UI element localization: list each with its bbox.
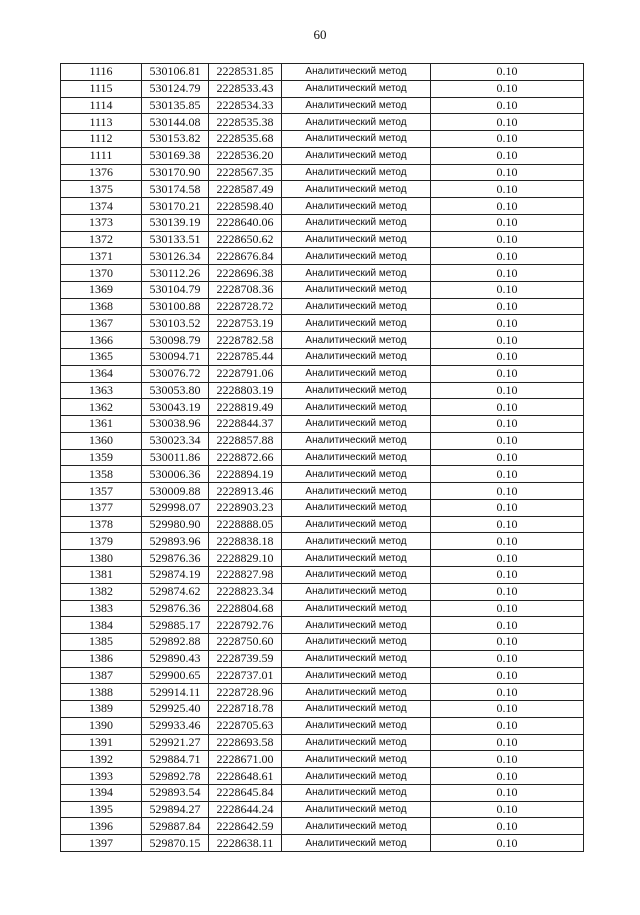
- x-coordinate-cell: 529998.07: [142, 499, 209, 516]
- method-cell: Аналитический метод: [282, 499, 431, 516]
- accuracy-cell: 0.10: [431, 533, 584, 550]
- point-number-cell: 1377: [61, 499, 142, 516]
- accuracy-cell: 0.10: [431, 382, 584, 399]
- method-cell: Аналитический метод: [282, 131, 431, 148]
- y-coordinate-cell: 2228534.33: [209, 97, 282, 114]
- accuracy-cell: 0.10: [431, 298, 584, 315]
- table-row: [61, 734, 584, 751]
- table-row: [61, 248, 584, 265]
- table-row: [61, 801, 584, 818]
- x-coordinate-cell: 530104.79: [142, 281, 209, 298]
- method-cell: Аналитический метод: [282, 835, 431, 852]
- point-number-cell: 1111: [61, 147, 142, 164]
- accuracy-cell: 0.10: [431, 349, 584, 366]
- x-coordinate-cell: 530153.82: [142, 131, 209, 148]
- point-number-cell: 1393: [61, 768, 142, 785]
- y-coordinate-cell: 2228696.38: [209, 265, 282, 282]
- table-row: [61, 583, 584, 600]
- method-cell: Аналитический метод: [282, 550, 431, 567]
- y-coordinate-cell: 2228829.10: [209, 550, 282, 567]
- accuracy-cell: 0.10: [431, 147, 584, 164]
- coordinates-table: [60, 63, 584, 852]
- method-cell: Аналитический метод: [282, 483, 431, 500]
- method-cell: Аналитический метод: [282, 701, 431, 718]
- accuracy-cell: 0.10: [431, 416, 584, 433]
- table-row: [61, 64, 584, 81]
- accuracy-cell: 0.10: [431, 667, 584, 684]
- x-coordinate-cell: 530106.81: [142, 64, 209, 81]
- method-cell: Аналитический метод: [282, 634, 431, 651]
- accuracy-cell: 0.10: [431, 499, 584, 516]
- table-row: [61, 164, 584, 181]
- accuracy-cell: 0.10: [431, 80, 584, 97]
- y-coordinate-cell: 2228872.66: [209, 449, 282, 466]
- point-number-cell: 1368: [61, 298, 142, 315]
- y-coordinate-cell: 2228803.19: [209, 382, 282, 399]
- method-cell: Аналитический метод: [282, 382, 431, 399]
- x-coordinate-cell: 530006.36: [142, 466, 209, 483]
- method-cell: Аналитический метод: [282, 181, 431, 198]
- point-number-cell: 1382: [61, 583, 142, 600]
- point-number-cell: 1363: [61, 382, 142, 399]
- y-coordinate-cell: 2228567.35: [209, 164, 282, 181]
- y-coordinate-cell: 2228888.05: [209, 516, 282, 533]
- method-cell: Аналитический метод: [282, 516, 431, 533]
- accuracy-cell: 0.10: [431, 449, 584, 466]
- accuracy-cell: 0.10: [431, 768, 584, 785]
- method-cell: Аналитический метод: [282, 818, 431, 835]
- method-cell: Аналитический метод: [282, 114, 431, 131]
- accuracy-cell: 0.10: [431, 432, 584, 449]
- method-cell: Аналитический метод: [282, 231, 431, 248]
- accuracy-cell: 0.10: [431, 281, 584, 298]
- point-number-cell: 1378: [61, 516, 142, 533]
- y-coordinate-cell: 2228587.49: [209, 181, 282, 198]
- method-cell: Аналитический метод: [282, 768, 431, 785]
- accuracy-cell: 0.10: [431, 365, 584, 382]
- x-coordinate-cell: 529925.40: [142, 701, 209, 718]
- point-number-cell: 1389: [61, 701, 142, 718]
- method-cell: Аналитический метод: [282, 64, 431, 81]
- method-cell: Аналитический метод: [282, 80, 431, 97]
- y-coordinate-cell: 2228676.84: [209, 248, 282, 265]
- table-row: [61, 298, 584, 315]
- point-number-cell: 1362: [61, 399, 142, 416]
- point-number-cell: 1115: [61, 80, 142, 97]
- x-coordinate-cell: 529921.27: [142, 734, 209, 751]
- x-coordinate-cell: 529887.84: [142, 818, 209, 835]
- x-coordinate-cell: 529876.36: [142, 550, 209, 567]
- y-coordinate-cell: 2228750.60: [209, 634, 282, 651]
- method-cell: Аналитический метод: [282, 265, 431, 282]
- point-number-cell: 1386: [61, 650, 142, 667]
- y-coordinate-cell: 2228638.11: [209, 835, 282, 852]
- table-row: [61, 382, 584, 399]
- method-cell: Аналитический метод: [282, 198, 431, 215]
- table-row: [61, 214, 584, 231]
- y-coordinate-cell: 2228739.59: [209, 650, 282, 667]
- table-row: [61, 416, 584, 433]
- method-cell: Аналитический метод: [282, 416, 431, 433]
- point-number-cell: 1397: [61, 835, 142, 852]
- y-coordinate-cell: 2228791.06: [209, 365, 282, 382]
- method-cell: Аналитический метод: [282, 332, 431, 349]
- y-coordinate-cell: 2228531.85: [209, 64, 282, 81]
- x-coordinate-cell: 530112.26: [142, 265, 209, 282]
- y-coordinate-cell: 2228838.18: [209, 533, 282, 550]
- y-coordinate-cell: 2228671.00: [209, 751, 282, 768]
- method-cell: Аналитический метод: [282, 617, 431, 634]
- x-coordinate-cell: 529874.62: [142, 583, 209, 600]
- method-cell: Аналитический метод: [282, 734, 431, 751]
- x-coordinate-cell: 530139.19: [142, 214, 209, 231]
- y-coordinate-cell: 2228705.63: [209, 717, 282, 734]
- method-cell: Аналитический метод: [282, 717, 431, 734]
- y-coordinate-cell: 2228718.78: [209, 701, 282, 718]
- x-coordinate-cell: 530170.90: [142, 164, 209, 181]
- point-number-cell: 1388: [61, 684, 142, 701]
- method-cell: Аналитический метод: [282, 533, 431, 550]
- x-coordinate-cell: 529914.11: [142, 684, 209, 701]
- y-coordinate-cell: 2228782.58: [209, 332, 282, 349]
- table-row: [61, 80, 584, 97]
- point-number-cell: 1113: [61, 114, 142, 131]
- accuracy-cell: 0.10: [431, 181, 584, 198]
- x-coordinate-cell: 529885.17: [142, 617, 209, 634]
- point-number-cell: 1116: [61, 64, 142, 81]
- y-coordinate-cell: 2228693.58: [209, 734, 282, 751]
- y-coordinate-cell: 2228857.88: [209, 432, 282, 449]
- x-coordinate-cell: 529933.46: [142, 717, 209, 734]
- point-number-cell: 1390: [61, 717, 142, 734]
- x-coordinate-cell: 530174.58: [142, 181, 209, 198]
- table-row: [61, 198, 584, 215]
- point-number-cell: 1379: [61, 533, 142, 550]
- point-number-cell: 1372: [61, 231, 142, 248]
- accuracy-cell: 0.10: [431, 131, 584, 148]
- method-cell: Аналитический метод: [282, 147, 431, 164]
- y-coordinate-cell: 2228894.19: [209, 466, 282, 483]
- table-row: [61, 466, 584, 483]
- accuracy-cell: 0.10: [431, 114, 584, 131]
- y-coordinate-cell: 2228598.40: [209, 198, 282, 215]
- method-cell: Аналитический метод: [282, 801, 431, 818]
- point-number-cell: 1387: [61, 667, 142, 684]
- y-coordinate-cell: 2228823.34: [209, 583, 282, 600]
- accuracy-cell: 0.10: [431, 248, 584, 265]
- point-number-cell: 1374: [61, 198, 142, 215]
- table-row: [61, 499, 584, 516]
- point-number-cell: 1394: [61, 784, 142, 801]
- x-coordinate-cell: 530053.80: [142, 382, 209, 399]
- x-coordinate-cell: 529890.43: [142, 650, 209, 667]
- method-cell: Аналитический метод: [282, 164, 431, 181]
- method-cell: Аналитический метод: [282, 751, 431, 768]
- method-cell: Аналитический метод: [282, 214, 431, 231]
- accuracy-cell: 0.10: [431, 483, 584, 500]
- accuracy-cell: 0.10: [431, 198, 584, 215]
- table-row: [61, 634, 584, 651]
- point-number-cell: 1360: [61, 432, 142, 449]
- table-row: [61, 231, 584, 248]
- point-number-cell: 1369: [61, 281, 142, 298]
- x-coordinate-cell: 529892.88: [142, 634, 209, 651]
- x-coordinate-cell: 530011.86: [142, 449, 209, 466]
- table-row: [61, 365, 584, 382]
- method-cell: Аналитический метод: [282, 365, 431, 382]
- table-row: [61, 97, 584, 114]
- x-coordinate-cell: 529894.27: [142, 801, 209, 818]
- method-cell: Аналитический метод: [282, 566, 431, 583]
- accuracy-cell: 0.10: [431, 315, 584, 332]
- point-number-cell: 1391: [61, 734, 142, 751]
- accuracy-cell: 0.10: [431, 550, 584, 567]
- point-number-cell: 1361: [61, 416, 142, 433]
- table-row: [61, 818, 584, 835]
- accuracy-cell: 0.10: [431, 751, 584, 768]
- method-cell: Аналитический метод: [282, 248, 431, 265]
- y-coordinate-cell: 2228819.49: [209, 399, 282, 416]
- method-cell: Аналитический метод: [282, 281, 431, 298]
- table-row: [61, 667, 584, 684]
- method-cell: Аналитический метод: [282, 667, 431, 684]
- method-cell: Аналитический метод: [282, 449, 431, 466]
- x-coordinate-cell: 529874.19: [142, 566, 209, 583]
- table-row: [61, 131, 584, 148]
- table-row: [61, 566, 584, 583]
- accuracy-cell: 0.10: [431, 583, 584, 600]
- x-coordinate-cell: 530169.38: [142, 147, 209, 164]
- point-number-cell: 1392: [61, 751, 142, 768]
- accuracy-cell: 0.10: [431, 818, 584, 835]
- point-number-cell: 1112: [61, 131, 142, 148]
- x-coordinate-cell: 530098.79: [142, 332, 209, 349]
- table-row: [61, 650, 584, 667]
- y-coordinate-cell: 2228827.98: [209, 566, 282, 583]
- accuracy-cell: 0.10: [431, 717, 584, 734]
- table-row: [61, 617, 584, 634]
- table-row: [61, 751, 584, 768]
- point-number-cell: 1381: [61, 566, 142, 583]
- x-coordinate-cell: 530009.88: [142, 483, 209, 500]
- table-row: [61, 349, 584, 366]
- point-number-cell: 1365: [61, 349, 142, 366]
- table-row: [61, 181, 584, 198]
- y-coordinate-cell: 2228753.19: [209, 315, 282, 332]
- y-coordinate-cell: 2228644.24: [209, 801, 282, 818]
- accuracy-cell: 0.10: [431, 617, 584, 634]
- accuracy-cell: 0.10: [431, 734, 584, 751]
- y-coordinate-cell: 2228642.59: [209, 818, 282, 835]
- y-coordinate-cell: 2228708.36: [209, 281, 282, 298]
- y-coordinate-cell: 2228640.06: [209, 214, 282, 231]
- table-row: [61, 449, 584, 466]
- table-row: [61, 265, 584, 282]
- table-row: [61, 147, 584, 164]
- point-number-cell: 1384: [61, 617, 142, 634]
- accuracy-cell: 0.10: [431, 399, 584, 416]
- accuracy-cell: 0.10: [431, 466, 584, 483]
- table-row: [61, 835, 584, 852]
- y-coordinate-cell: 2228844.37: [209, 416, 282, 433]
- method-cell: Аналитический метод: [282, 432, 431, 449]
- x-coordinate-cell: 530126.34: [142, 248, 209, 265]
- point-number-cell: 1364: [61, 365, 142, 382]
- point-number-cell: 1385: [61, 634, 142, 651]
- point-number-cell: 1366: [61, 332, 142, 349]
- accuracy-cell: 0.10: [431, 265, 584, 282]
- table-row: [61, 600, 584, 617]
- x-coordinate-cell: 530135.85: [142, 97, 209, 114]
- accuracy-cell: 0.10: [431, 231, 584, 248]
- accuracy-cell: 0.10: [431, 650, 584, 667]
- point-number-cell: 1370: [61, 265, 142, 282]
- accuracy-cell: 0.10: [431, 784, 584, 801]
- y-coordinate-cell: 2228913.46: [209, 483, 282, 500]
- table-row: [61, 332, 584, 349]
- accuracy-cell: 0.10: [431, 634, 584, 651]
- y-coordinate-cell: 2228903.23: [209, 499, 282, 516]
- x-coordinate-cell: 530023.34: [142, 432, 209, 449]
- x-coordinate-cell: 529893.54: [142, 784, 209, 801]
- x-coordinate-cell: 530170.21: [142, 198, 209, 215]
- method-cell: Аналитический метод: [282, 684, 431, 701]
- method-cell: Аналитический метод: [282, 97, 431, 114]
- x-coordinate-cell: 529884.71: [142, 751, 209, 768]
- accuracy-cell: 0.10: [431, 566, 584, 583]
- table-row: [61, 533, 584, 550]
- y-coordinate-cell: 2228728.72: [209, 298, 282, 315]
- point-number-cell: 1395: [61, 801, 142, 818]
- x-coordinate-cell: 529892.78: [142, 768, 209, 785]
- table-row: [61, 315, 584, 332]
- method-cell: Аналитический метод: [282, 399, 431, 416]
- table-row: [61, 784, 584, 801]
- table-row: [61, 114, 584, 131]
- x-coordinate-cell: 529900.65: [142, 667, 209, 684]
- y-coordinate-cell: 2228648.61: [209, 768, 282, 785]
- method-cell: Аналитический метод: [282, 349, 431, 366]
- x-coordinate-cell: 530076.72: [142, 365, 209, 382]
- point-number-cell: 1359: [61, 449, 142, 466]
- table-row: [61, 684, 584, 701]
- y-coordinate-cell: 2228728.96: [209, 684, 282, 701]
- table-row: [61, 399, 584, 416]
- point-number-cell: 1376: [61, 164, 142, 181]
- point-number-cell: 1371: [61, 248, 142, 265]
- y-coordinate-cell: 2228645.84: [209, 784, 282, 801]
- x-coordinate-cell: 529980.90: [142, 516, 209, 533]
- table-row: [61, 483, 584, 500]
- x-coordinate-cell: 530103.52: [142, 315, 209, 332]
- y-coordinate-cell: 2228650.62: [209, 231, 282, 248]
- method-cell: Аналитический метод: [282, 466, 431, 483]
- accuracy-cell: 0.10: [431, 801, 584, 818]
- point-number-cell: 1383: [61, 600, 142, 617]
- y-coordinate-cell: 2228535.68: [209, 131, 282, 148]
- point-number-cell: 1396: [61, 818, 142, 835]
- point-number-cell: 1373: [61, 214, 142, 231]
- table-row: [61, 717, 584, 734]
- table-row: [61, 281, 584, 298]
- accuracy-cell: 0.10: [431, 835, 584, 852]
- point-number-cell: 1367: [61, 315, 142, 332]
- accuracy-cell: 0.10: [431, 97, 584, 114]
- table-row: [61, 516, 584, 533]
- y-coordinate-cell: 2228804.68: [209, 600, 282, 617]
- coordinates-table-body: [61, 64, 584, 852]
- accuracy-cell: 0.10: [431, 164, 584, 181]
- table-row: [61, 768, 584, 785]
- accuracy-cell: 0.10: [431, 701, 584, 718]
- y-coordinate-cell: 2228737.01: [209, 667, 282, 684]
- x-coordinate-cell: 530100.88: [142, 298, 209, 315]
- method-cell: Аналитический метод: [282, 784, 431, 801]
- point-number-cell: 1375: [61, 181, 142, 198]
- x-coordinate-cell: 529876.36: [142, 600, 209, 617]
- x-coordinate-cell: 530124.79: [142, 80, 209, 97]
- point-number-cell: 1357: [61, 483, 142, 500]
- method-cell: Аналитический метод: [282, 315, 431, 332]
- x-coordinate-cell: 530043.19: [142, 399, 209, 416]
- table-row: [61, 701, 584, 718]
- page-number: 60: [313, 27, 327, 42]
- point-number-cell: 1114: [61, 97, 142, 114]
- accuracy-cell: 0.10: [431, 64, 584, 81]
- accuracy-cell: 0.10: [431, 684, 584, 701]
- accuracy-cell: 0.10: [431, 332, 584, 349]
- y-coordinate-cell: 2228785.44: [209, 349, 282, 366]
- accuracy-cell: 0.10: [431, 214, 584, 231]
- y-coordinate-cell: 2228792.76: [209, 617, 282, 634]
- method-cell: Аналитический метод: [282, 650, 431, 667]
- point-number-cell: 1380: [61, 550, 142, 567]
- x-coordinate-cell: 530038.96: [142, 416, 209, 433]
- x-coordinate-cell: 530144.08: [142, 114, 209, 131]
- method-cell: Аналитический метод: [282, 600, 431, 617]
- table-row: [61, 432, 584, 449]
- y-coordinate-cell: 2228535.38: [209, 114, 282, 131]
- y-coordinate-cell: 2228536.20: [209, 147, 282, 164]
- method-cell: Аналитический метод: [282, 298, 431, 315]
- accuracy-cell: 0.10: [431, 600, 584, 617]
- x-coordinate-cell: 530094.71: [142, 349, 209, 366]
- y-coordinate-cell: 2228533.43: [209, 80, 282, 97]
- x-coordinate-cell: 529870.15: [142, 835, 209, 852]
- method-cell: Аналитический метод: [282, 583, 431, 600]
- point-number-cell: 1358: [61, 466, 142, 483]
- table-row: [61, 550, 584, 567]
- accuracy-cell: 0.10: [431, 516, 584, 533]
- x-coordinate-cell: 530133.51: [142, 231, 209, 248]
- x-coordinate-cell: 529893.96: [142, 533, 209, 550]
